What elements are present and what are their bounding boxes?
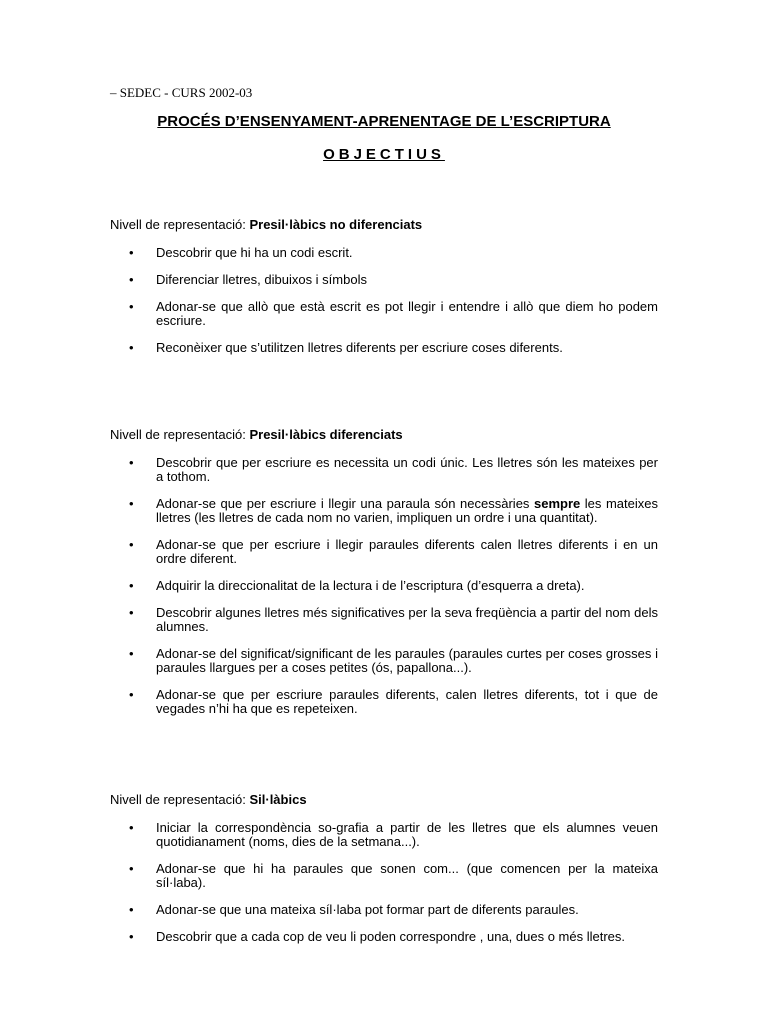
bullet-icon: • [129, 646, 134, 661]
list-item [110, 497, 658, 525]
item-text: Adonar-se que una mateixa síl·laba pot formar part de diferents paraules. [156, 902, 579, 917]
item-text: Descobrir que a cada cop de veu li poden correspondre , una, dues o més lletres. [156, 929, 625, 944]
objectives-heading: OBJECTIUS [323, 146, 445, 163]
list-item [110, 341, 658, 355]
objectives-list [110, 246, 658, 355]
level-name: Presil·làbics no diferenciats [249, 217, 423, 232]
emphasis-text: sempre [533, 496, 581, 511]
bullet-icon: • [129, 537, 134, 552]
list-item [110, 273, 658, 287]
list-item [110, 930, 658, 944]
objectives-list [110, 456, 658, 716]
item-text-before: Adonar-se que per escriure i llegir una paraula són necessàries [156, 496, 534, 511]
bullet-icon: • [129, 605, 134, 620]
list-item [110, 579, 658, 593]
course-header: – SEDEC - CURS 2002-03 [110, 85, 253, 100]
item-text: Reconèixer que s’utilitzen lletres diferents per escriure coses diferents. [156, 340, 563, 355]
list-item [110, 538, 658, 566]
item-text: Descobrir que per escriure es necessita un codi únic. Les lletres són les mateixes per a tothom. [156, 455, 658, 484]
item-text: Adonar-se que allò que està escrit es pot llegir i entendre i allò que diem ho podem escriure. [156, 299, 658, 328]
item-text: Adonar-se que hi ha paraules que sonen com... (que comencen per la mateixa síl·laba). [156, 861, 658, 890]
bullet-icon: • [129, 455, 134, 470]
level-heading [110, 217, 658, 233]
list-item [110, 862, 658, 890]
bullet-icon: • [129, 340, 134, 355]
section-silabics [110, 792, 658, 944]
bullet-icon: • [129, 820, 134, 835]
bullet-icon: • [129, 299, 134, 314]
bullet-icon: • [129, 272, 134, 287]
bullet-icon: • [129, 496, 134, 511]
item-text: Adonar-se que per escriure paraules diferents, calen lletres diferents, tot i que de vegades n’hi ha que es repeteixen. [156, 687, 658, 716]
list-item [110, 246, 658, 260]
item-text: Descobrir que hi ha un codi escrit. [156, 245, 353, 260]
list-item [110, 821, 658, 849]
bullet-icon: • [129, 245, 134, 260]
list-item [110, 456, 658, 484]
item-text: Adonar-se del significat/significant de les paraules (paraules curtes per coses grosses i paraules llargues per a coses petites (ós, papallona...). [156, 646, 658, 675]
list-item [110, 903, 658, 917]
item-text: Adquirir la direccionalitat de la lectura i de l’escriptura (d’esquerra a dreta). [156, 578, 585, 593]
section-presilabics-no-diferenciats [110, 217, 658, 355]
level-label: Nivell de representació: [110, 792, 250, 807]
item-text: Adonar-se que per escriure i llegir paraules diferents calen lletres diferents i en un ordre diferent. [156, 537, 658, 566]
bullet-icon: • [129, 578, 134, 593]
item-text: Iniciar la correspondència so-grafia a partir de les lletres que els alumnes veuen quotidianament (noms, dies de la setmana...). [156, 820, 658, 849]
document-title: PROCÉS D’ENSENYAMENT-APRENENTAGE DE L’ESCRIPTURA [157, 113, 611, 130]
bullet-icon: • [129, 902, 134, 917]
item-text-after: les mateixes lletres (les lletres de cada nom no varien, impliquen un ordre i una quantitat). [156, 496, 658, 525]
objectives-list [110, 821, 658, 944]
bullet-icon: • [129, 687, 134, 702]
level-label: Nivell de representació: [110, 427, 250, 442]
item-text: Diferenciar lletres, dibuixos i símbols [156, 272, 367, 287]
level-label: Nivell de representació: [110, 217, 250, 232]
level-name: Sil·làbics [249, 792, 307, 807]
list-item [110, 300, 658, 328]
level-heading [110, 427, 658, 443]
level-name: Presil·làbics diferenciats [249, 427, 403, 442]
bullet-icon: • [129, 929, 134, 944]
list-item [110, 688, 658, 716]
list-item [110, 606, 658, 634]
section-presilabics-diferenciats [110, 427, 658, 716]
bullet-icon: • [129, 861, 134, 876]
list-item [110, 647, 658, 675]
level-heading [110, 792, 658, 808]
item-text: Descobrir algunes lletres més significatives per la seva freqüència a partir del nom dels alumnes. [156, 605, 658, 634]
